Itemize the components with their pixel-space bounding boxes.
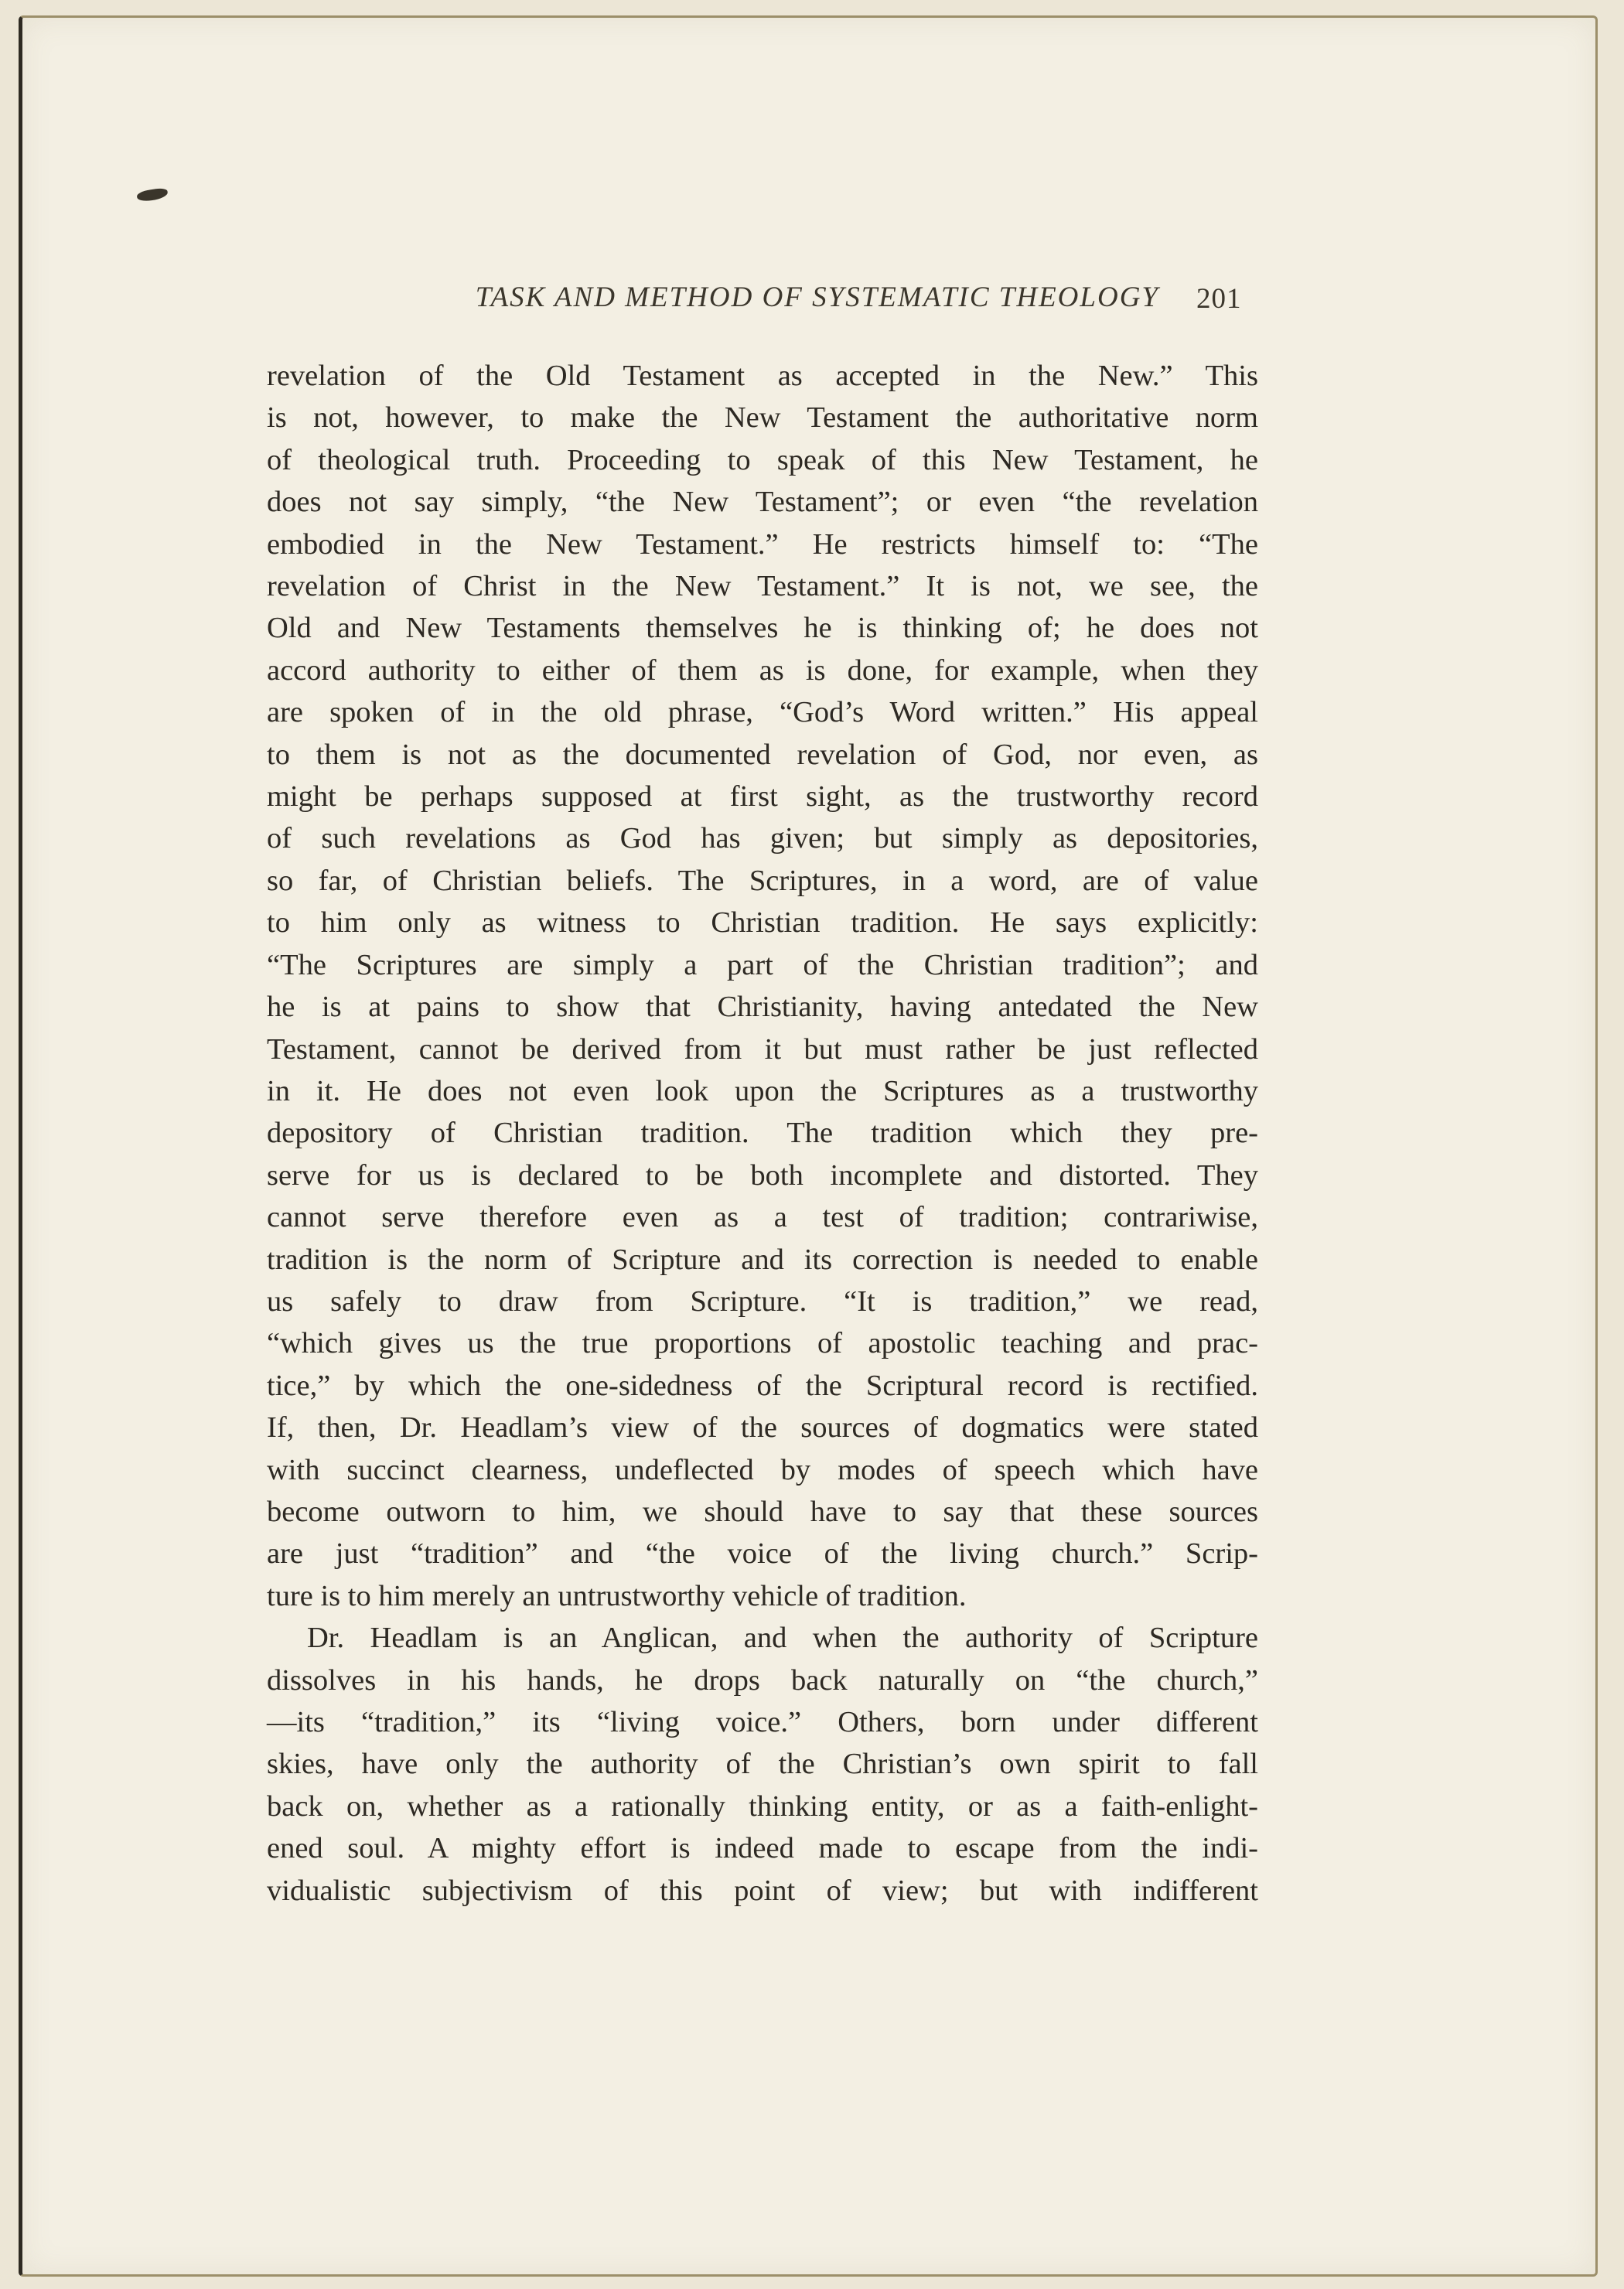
text-line: become outworn to him, we should have to say that these sources — [267, 1495, 1258, 1528]
body-text — [267, 355, 1258, 1912]
text-line: might be perhaps supposed at first sight, as the trustworthy record — [267, 780, 1258, 814]
text-line: tice,” by which the one-sidedness of the Scriptural record is rectified. — [267, 1369, 1258, 1402]
text-line: Old and New Testaments themselves he is thinking of; he does not — [267, 612, 1258, 645]
text-line: of theological truth. Proceeding to speak of this New Testament, he — [267, 443, 1258, 476]
text-line: “which gives us the true proportions of apostolic teaching and prac- — [267, 1327, 1258, 1360]
text-line: is not, however, to make the New Testament the authoritative norm — [267, 401, 1258, 435]
text-line: to them is not as the documented revelation of God, nor even, as — [267, 738, 1258, 771]
page-number: 201 — [1196, 283, 1242, 315]
text-line: “The Scriptures are simply a part of the Christian tradition”; and — [267, 948, 1258, 981]
text-line: ened soul. A mighty effort is indeed made to escape from the indi- — [267, 1832, 1258, 1865]
text-line: back on, whether as a rationally thinking entity, or as a faith-enlight- — [267, 1789, 1258, 1823]
text-line: embodied in the New Testament.” He restricts himself to: “The — [267, 527, 1258, 561]
text-line: Testament, cannot be derived from it but must rather be just reflected — [267, 1032, 1258, 1066]
ink-smudge — [136, 187, 169, 202]
text-line: Dr. Headlam is an Anglican, and when the authority of Scripture — [307, 1622, 1258, 1655]
text-line: us safely to draw from Scripture. “It is tradition,” we read, — [267, 1284, 1258, 1318]
text-line: revelation of the Old Testament as accepted in the New.” This — [267, 360, 1258, 392]
text-line: vidualistic subjectivism of this point of view; but with indifferent — [267, 1874, 1258, 1907]
text-line: are just “tradition” and “the voice of the living church.” Scrip- — [267, 1537, 1258, 1571]
text-line: cannot serve therefore even as a test of tradition; contrariwise, — [267, 1201, 1258, 1234]
text-line: does not say simply, “the New Testament”; or even “the revelation — [267, 486, 1258, 519]
text-line: so far, of Christian beliefs. The Scriptures, in a word, are of value — [267, 864, 1258, 897]
text-line: he is at pains to show that Christianity, having antedated the New — [267, 991, 1258, 1024]
text-line: dissolves in his hands, he drops back naturally on “the church,” — [267, 1663, 1258, 1697]
text-line: to him only as witness to Christian tradition. He says explicitly: — [267, 906, 1258, 940]
paragraph-2 — [267, 1617, 1258, 1912]
text-line: in it. He does not even look upon the Scriptures as a trustworthy — [267, 1074, 1258, 1107]
running-head — [22, 281, 1248, 327]
text-line: ture is to him merely an untrustworthy vehicle of tradition. — [267, 1579, 967, 1612]
text-line: depository of Christian tradition. The tradition which they pre- — [267, 1117, 1258, 1150]
text-line: If, then, Dr. Headlam’s view of the sources of dogmatics were stated — [267, 1411, 1258, 1445]
text-line: skies, have only the authority of the Christian’s own spirit to fall — [267, 1748, 1258, 1781]
book-page — [19, 15, 1598, 2277]
paragraph-1 — [267, 355, 1258, 1617]
running-title: TASK AND METHOD OF SYSTEMATIC THEOLOGY — [475, 281, 1159, 313]
text-line: tradition is the norm of Scripture and its correction is needed to enable — [267, 1243, 1258, 1276]
text-line: serve for us is declared to be both incomplete and distorted. They — [267, 1158, 1258, 1192]
text-line: of such revelations as God has given; but simply as depositories, — [267, 822, 1258, 855]
text-line: revelation of Christ in the New Testament.” It is not, we see, the — [267, 570, 1258, 603]
text-line: —its “tradition,” its “living voice.” Others, born under different — [267, 1706, 1258, 1738]
text-line: with succinct clearness, undeflected by modes of speech which have — [267, 1453, 1258, 1486]
text-line: are spoken of in the old phrase, “God’s Word written.” His appeal — [267, 696, 1258, 729]
text-line: accord authority to either of them as is done, for example, when they — [267, 653, 1258, 687]
